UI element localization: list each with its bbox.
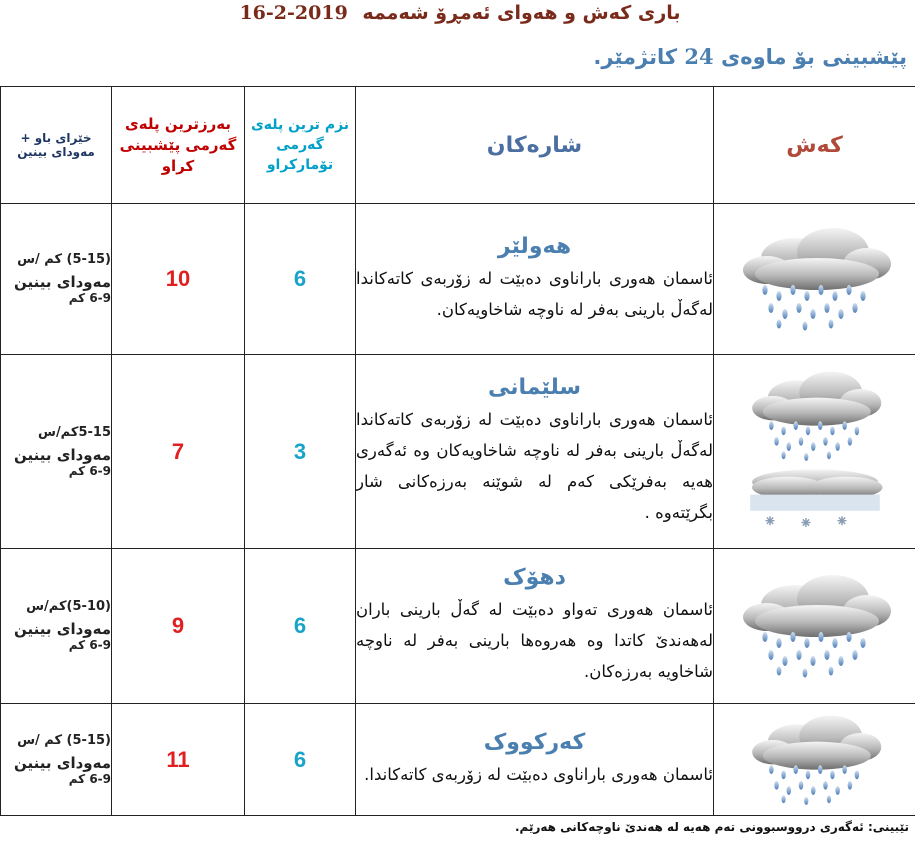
table-row: [1, 355, 915, 549]
city-name: سلێمانی: [487, 375, 582, 400]
rain-cloud-icon: [740, 368, 890, 464]
max-temp: 7: [112, 355, 245, 549]
visibility-label: مەودای بینین: [13, 620, 111, 638]
visibility-label: مەودای بینین: [13, 753, 111, 772]
header-max-temp: بەرزترین پلەی گەرمی پێشبینی کراو: [112, 87, 245, 204]
header-cities: شارەکان: [356, 87, 714, 204]
city-description: ئاسمان هەوری تەواو دەبێت لە گەڵ بارینی باران لەهەندێ کاتدا وە هەروەها بارینی بەفر لە ناوچە شاخاویە بەرزەکان.: [356, 600, 713, 681]
min-temp: 6: [245, 704, 356, 816]
visibility-range: 6-9 کم: [68, 771, 111, 786]
city-description: ئاسمان هەوری باراناوی دەبێت لە زۆربەی کاتەکاندا لەگەڵ بارینی بەفر لە ناوچە شاخاویەکان وە ئەگەری هەیە بەفرێکی کەم لە شوێنە بەرزەکانی شار بگرێتەوە .: [356, 410, 713, 522]
rain-cloud-icon: [735, 224, 895, 334]
weather-icon-cell: [714, 204, 915, 355]
city-cell: [356, 204, 714, 355]
city-cell: [356, 549, 714, 704]
wind-cell: [1, 355, 112, 549]
subtitle-text: پێشبینی بۆ ماوەی: [720, 45, 907, 69]
rain-cloud-icon: [740, 712, 890, 808]
city-cell: [356, 355, 714, 549]
table-row: [1, 204, 915, 355]
rain-cloud-icon: [735, 571, 895, 681]
snow-cloud-icon: [740, 464, 890, 536]
city-name: دهۆک: [503, 565, 566, 590]
forecast-table: [0, 86, 915, 816]
min-temp: 6: [245, 204, 356, 355]
weather-icon-cell: [714, 549, 915, 704]
visibility-label: مەودای بینین: [13, 273, 111, 291]
city-name: هەولێر: [497, 233, 572, 259]
city-cell: [356, 704, 714, 816]
footer-note: تێبینی: ئەگەری درووسبوونی تەم هەیە لە هەندێ ناوچەکانی هەرێم.: [514, 820, 909, 834]
wind-speed: (5-10)کم/س: [26, 599, 111, 614]
min-temp: 6: [245, 549, 356, 704]
visibility-range: 6-9 کم: [68, 463, 111, 478]
wind-speed: 5-15کم/س: [38, 424, 111, 440]
visibility-range: 6-9 کم: [68, 291, 111, 305]
weather-icon-cell: [714, 355, 915, 549]
max-temp: 10: [112, 204, 245, 355]
wind-speed: (5-15) کم /س: [17, 252, 111, 267]
subtitle-hours: 24: [684, 44, 714, 69]
max-temp: 9: [112, 549, 245, 704]
title-date: 2019-2-16: [239, 2, 348, 24]
visibility-range: 6-9 کم: [68, 638, 111, 652]
table-row: [1, 704, 915, 816]
header-weather: کەش: [714, 87, 915, 204]
wind-cell: [1, 704, 112, 816]
header-min-temp: نزم ترین پلەی گەرمی تۆمارکراو: [245, 87, 356, 204]
visibility-label: مەودای بینین: [13, 445, 111, 464]
title-text: باری کەش و هەوای ئەمڕۆ شەممە: [362, 2, 681, 24]
subtitle-end: کاتژمێر.: [593, 45, 678, 69]
page-subtitle: [593, 44, 907, 69]
wind-cell: [1, 204, 112, 355]
min-temp: 3: [245, 355, 356, 549]
page-title: [150, 2, 770, 24]
table-header-row: [1, 87, 915, 204]
city-description: ئاسمان هەوری باراناوی دەبێت لە زۆربەی کاتەکاندا لەگەڵ بارینی بەفر لە ناوچە شاخاویەکان.: [356, 268, 713, 319]
table-row: [1, 549, 915, 704]
header-wind: خێرای باو + مەودای بینین: [1, 87, 112, 204]
city-description: ئاسمان هەوری باراناوی دەبێت لە زۆربەی کاتەکاندا.: [364, 764, 713, 784]
wind-cell: [1, 549, 112, 704]
weather-icon-cell: [714, 704, 915, 816]
max-temp: 11: [112, 704, 245, 816]
wind-speed: (5-15) کم /س: [17, 732, 111, 748]
city-name: کەرکووک: [483, 729, 586, 755]
